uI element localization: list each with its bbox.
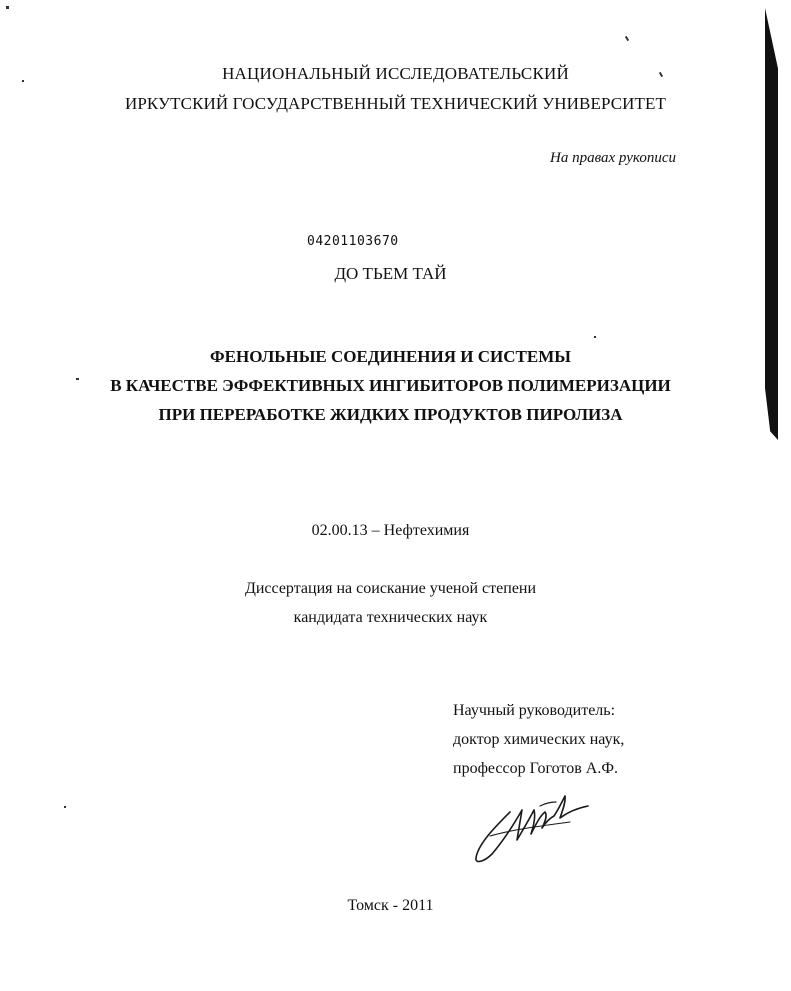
degree-line-2: кандидата технических наук [293, 609, 488, 626]
title-line-1: ФЕНОЛЬНЫЕ СОЕДИНЕНИЯ И СИСТЕМЫ [210, 347, 571, 366]
manuscript-rights-note: На правах рукописи [550, 150, 676, 166]
handwritten-signature [470, 782, 600, 868]
title-line-2: В КАЧЕСТВЕ ЭФФЕКТИВНЫХ ИНГИБИТОРОВ ПОЛИМЕРИЗАЦИИ [110, 376, 671, 395]
specialty-code: 02.00.13 – Нефтехимия [311, 522, 470, 539]
institution-line-2: ИРКУТСКИЙ ГОСУДАРСТВЕННЫЙ ТЕХНИЧЕСКИЙ УНИВЕРСИТЕТ [125, 94, 666, 113]
institution-line-1: НАЦИОНАЛЬНЫЙ ИССЛЕДОВАТЕЛЬСКИЙ [222, 64, 569, 83]
author-name: ДО ТЬЕМ ТАЙ [334, 264, 447, 283]
scan-speck [625, 36, 629, 41]
supervisor-degree: доктор химических наук, [453, 731, 625, 748]
title-line-3: ПРИ ПЕРЕРАБОТКЕ ЖИДКИХ ПРОДУКТОВ ПИРОЛИЗА [158, 405, 623, 424]
scan-speck [6, 6, 9, 9]
supervisor-name: профессор Гоготов А.Ф. [453, 760, 618, 777]
scan-speck [594, 336, 596, 338]
degree-line-1: Диссертация на соискание ученой степени [244, 580, 537, 597]
scan-speck [64, 806, 66, 808]
city-year: Томск - 2011 [347, 897, 434, 914]
supervisor-label: Научный руководитель: [453, 702, 616, 719]
document-code: 04201103670 [307, 234, 399, 249]
